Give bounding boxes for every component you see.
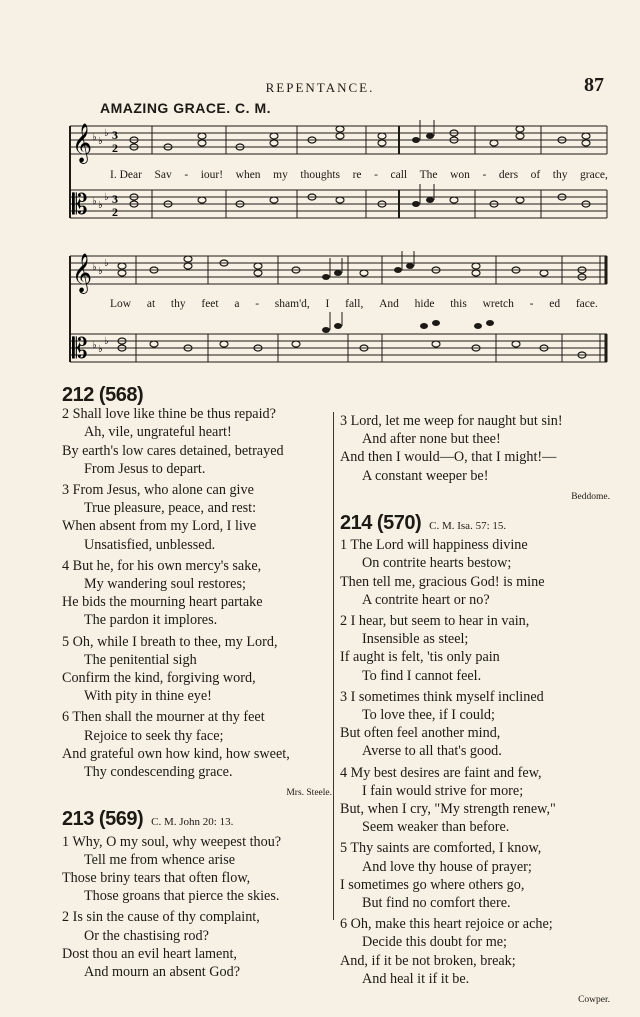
svg-text:♭: ♭ <box>92 262 97 273</box>
music-system-2 <box>64 246 612 376</box>
hymn-214-stanza-3: 3 I sometimes think myself inclined To love thee, if I could; But often feel another mind, Averse to all that's good. <box>340 688 544 760</box>
svg-text:♭: ♭ <box>98 200 103 211</box>
hymn-214-stanza-6: 6 Oh, make this heart rejoice or ache; Decide this doubt for me; And, if it be not broken, break; And heal it if it be. <box>340 916 553 987</box>
svg-text:2: 2 <box>112 141 118 155</box>
svg-text:♭: ♭ <box>92 196 97 207</box>
page-number: 87 <box>584 74 604 96</box>
hymn-212-stanza-2: 2 Shall love like thine be thus repaid? Ah, vile, ungrateful heart! By earth's low cares detained, betrayed From Jesus to depart. <box>62 406 284 477</box>
svg-text:𝄞: 𝄞 <box>72 253 93 293</box>
hymn-214-heading: 214 (570) C. M. Isa. 57: 15. <box>340 512 507 535</box>
tune-title: AMAZING GRACE. C. M. <box>100 100 271 116</box>
svg-text:𝄡: 𝄡 <box>72 332 88 365</box>
hymn-212-attribution: Mrs. Steele. <box>286 788 332 799</box>
lyrics-line-2: Low at thy feet a - sham'd, I fall, And hide this wretch - ed face. <box>110 298 598 310</box>
hymn-212-stanza-6: 6 Then shall the mourner at thy feet Rejoice to seek thy face; And grateful own how kind, how sweet, Thy condescending grace. <box>62 709 290 781</box>
svg-text:♭: ♭ <box>98 136 103 147</box>
hymn-212-stanza-3: 3 From Jesus, who alone can give True pleasure, peace, and rest: When absent from my Lord, I live Unsatisfied, unblessed. <box>62 482 257 553</box>
column-divider <box>333 412 334 920</box>
left-column <box>62 386 332 984</box>
hymn-213-attribution: Beddome. <box>571 491 610 502</box>
lyrics-line-1: I. Dear Sav - iour! when my thoughts re - call The won - ders of thy grace, <box>110 169 608 181</box>
svg-text:2: 2 <box>112 205 118 219</box>
svg-text:♭: ♭ <box>104 336 109 347</box>
hymn-214-stanza-4: 4 My best desires are faint and few, I fain would strive for more; But, when I cry, "My strength renew," Seem weaker than before. <box>340 764 556 836</box>
svg-text:3: 3 <box>112 192 118 206</box>
hymn-213-stanza-3: 3 Lord, let me weep for naught but sin! And after none but thee! And then I would—O, that I might!— A constant weeper be! <box>340 413 563 484</box>
svg-text:♭: ♭ <box>104 258 109 269</box>
svg-text:♭: ♭ <box>98 266 103 277</box>
svg-text:♭: ♭ <box>104 128 109 139</box>
hymn-214-stanza-1: 1 The Lord will happiness divine On contrite hearts bestow; Then tell me, gracious God! is mine A contrite heart or no? <box>340 537 545 608</box>
svg-text:♭: ♭ <box>92 132 97 143</box>
hymn-213-heading: 213 (569) C. M. John 20: 13. <box>62 808 234 831</box>
svg-text:3: 3 <box>112 128 118 142</box>
svg-text:♭: ♭ <box>104 192 109 203</box>
hymn-214-stanza-2: 2 I hear, but seem to hear in vain, Insensible as steel; If aught is felt, 'tis only pain To find I cannot feel. <box>340 613 530 684</box>
svg-text:♭: ♭ <box>98 344 103 355</box>
hymn-212-stanza-5: 5 Oh, while I breath to thee, my Lord, The penitential sigh Confirm the kind, forgiving word, With pity in thine eye! <box>62 633 278 705</box>
svg-text:𝄡: 𝄡 <box>72 188 88 221</box>
hymn-214-stanza-5: 5 Thy saints are comforted, I know, And love thy house of prayer; I sometimes go where others go, But find no comfort there. <box>340 840 542 912</box>
hymn-213-stanza-1: 1 Why, O my soul, why weepest thou? Tell me from whence arise Those briny tears that often flow, Those groans that pierce the skies. <box>62 833 282 905</box>
hymn-212-stanza-4: 4 But he, for his own mercy's sake, My wandering soul restores; He bids the mourning heart partake The pardon it implores. <box>62 557 263 629</box>
svg-text:𝄞: 𝄞 <box>72 123 93 163</box>
right-column <box>340 412 610 1017</box>
svg-text:♭: ♭ <box>92 340 97 351</box>
running-head: REPENTANCE. <box>265 80 375 95</box>
hymn-213-stanza-2: 2 Is sin the cause of thy complaint, Or the chastising rod? Dost thou an evil heart lament, And mourn an absent God? <box>62 909 260 981</box>
hymn-214-attribution: Cowper. <box>578 995 610 1006</box>
hymn-212-heading: 212 (568) <box>62 384 144 406</box>
